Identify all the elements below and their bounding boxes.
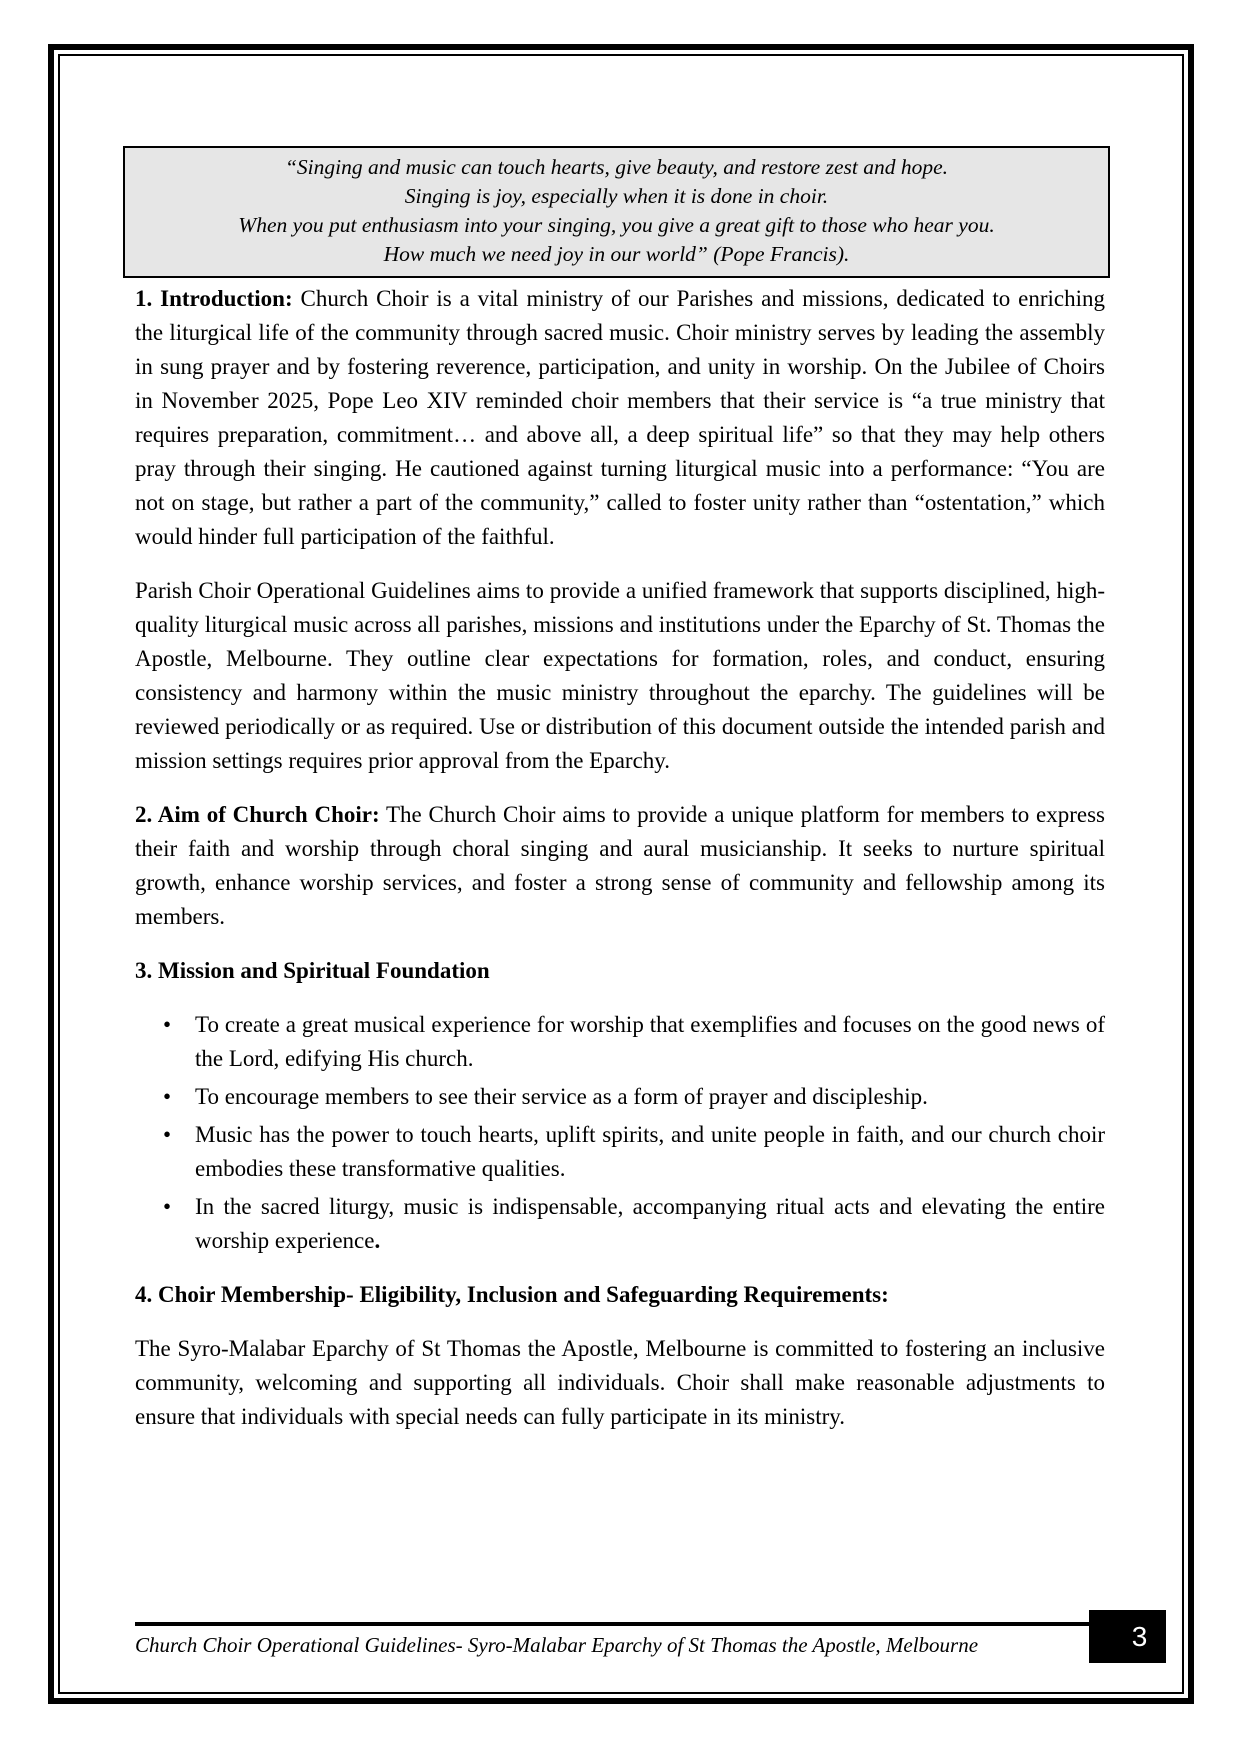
footer-main: [135, 1610, 1089, 1660]
paragraph-guidelines: Parish Choir Operational Guidelines aims to provide a unified framework that supports disciplined, high-quality liturgical music across all parishes, missions and institutions under the Eparchy of St. Thomas the Apostle, Melbourne. They outline clear expectations for formation, roles, and conduct, ensuring consistency and harmony within the music ministry throughout the eparchy. The guidelines will be reviewed periodically or as required. Use or distribution of this document outside the intended parish and mission settings requires prior approval from the Eparchy.: [135, 578, 1105, 773]
paragraph-membership: The Syro-Malabar Eparchy of St Thomas the Apostle, Melbourne is committed to fostering an inclusive community, welcoming and supporting all individuals. Choir shall make reasonable adjustments to ensure that individuals with special needs can fully participate in its ministry.: [135, 1336, 1105, 1429]
quote-line-3: When you put enthusiasm into your singing, you give a great gift to those who hear you.: [238, 213, 995, 237]
aim-section-label: 2. Aim of Church Choir:: [135, 802, 380, 827]
heading-membership: 4. Choir Membership- Eligibility, Inclusion and Safeguarding Requirements:: [135, 1282, 889, 1307]
bullet-text-4-period: .: [374, 1228, 381, 1253]
bullet-text-4: In the sacred liturgy, music is indispensable, accompanying ritual acts and elevating the entire worship experience: [195, 1194, 1105, 1253]
intro-section-label: 1. Introduction:: [135, 286, 293, 311]
page-number-box: [1089, 1610, 1166, 1663]
paragraph-introduction: [135, 282, 1105, 554]
quote-line-4: How much we need joy in our world” (Pope Francis).: [383, 242, 850, 266]
aim-section-text: The Church Choir aims to provide a unique platform for members to express their faith and worship through choral singing and aural musicianship. It seeks to nurture spiritual growth, enhance worship services, and foster a strong sense of community and fellowship among its members.: [135, 802, 1105, 929]
bullet-marker: •: [163, 1084, 172, 1109]
bullet-marker: •: [163, 1122, 172, 1147]
bullet-item-2: [163, 1080, 1105, 1114]
paragraph-aim: [135, 798, 1105, 934]
page-number: 3: [1131, 1620, 1148, 1652]
document-body: [135, 282, 1105, 1454]
quote-line-1: “Singing and music can touch hearts, give beauty, and restore zest and hope.: [284, 155, 949, 179]
heading-mission: 3. Mission and Spiritual Foundation: [135, 958, 490, 983]
bullet-marker: •: [163, 1194, 172, 1219]
bullet-text-1: To create a great musical experience for worship that exemplifies and focuses on the good news of the Lord, edifying His church.: [195, 1012, 1105, 1071]
footer-title: Church Choir Operational Guidelines- Syro-Malabar Eparchy of St Thomas the Apostle, Melbourne: [135, 1633, 979, 1657]
bullet-text-3: Music has the power to touch hearts, uplift spirits, and unite people in faith, and our church choir embodies these transformative qualities.: [195, 1122, 1105, 1181]
quote-line-2: Singing is joy, especially when it is done in choir.: [404, 184, 829, 208]
mission-bullet-list: [135, 1008, 1105, 1258]
bullet-item-4: [163, 1190, 1105, 1258]
bullet-item-1: [163, 1008, 1105, 1076]
bullet-marker: •: [163, 1012, 172, 1037]
bullet-item-3: [163, 1118, 1105, 1186]
bullet-text-2: To encourage members to see their service as a form of prayer and discipleship.: [195, 1084, 928, 1109]
quote-box: [123, 146, 1110, 278]
intro-section-text: Church Choir is a vital ministry of our Parishes and missions, dedicated to enriching the liturgical life of the community through sacred music. Choir ministry serves by leading the assembly in sung prayer and by fostering reverence, participation, and unity in worship. On the Jubilee of Choirs in November 2025, Pope Leo XIV reminded choir members that their service is “a true ministry that requires preparation, commitment… and above all, a deep spiritual life” so that they may help others pray through their singing. He cautioned against turning liturgical music into a performance: “You are not on stage, but rather a part of the community,” called to foster unity rather than “ostentation,” which would hinder full participation of the faithful.: [135, 286, 1105, 549]
page-footer: [135, 1610, 1166, 1663]
